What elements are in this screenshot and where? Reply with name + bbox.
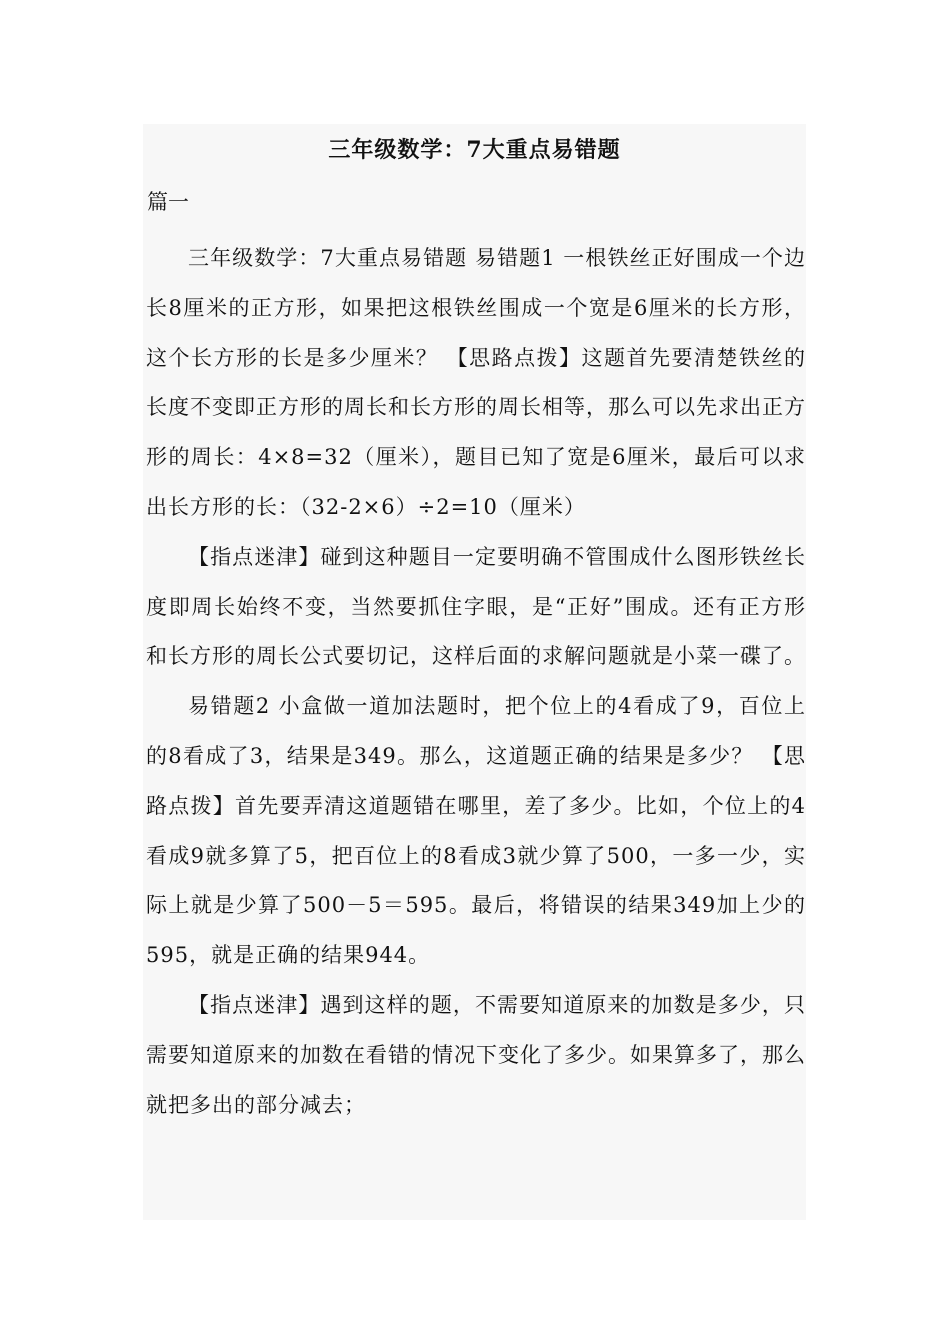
body-text [146, 234, 806, 1130]
paragraph-problem-2: 易错题2 小盒做一道加法题时，把个位上的4看成了9，百位上的8看成了3，结果是349。那么，这道题正确的结果是多少？ 【思路点拨】首先要弄清这道题错在哪里，差了多少。比如，个位上的4看成9就多算了5，把百位上的8看成3就少算了500，一多一少，实际上就是少算了500－5＝595。最后，将错误的结果349加上少的595，就是正确的结果944。 [146, 694, 806, 968]
paragraph-tip-1: 【指点迷津】碰到这种题目一定要明确不管围成什么图形铁丝长度即周长始终不变，当然要抓住字眼，是“正好”围成。还有正方形和长方形的周长公式要切记，这样后面的求解问题就是小菜一碟了。 [146, 544, 806, 669]
paragraph-problem-1: 三年级数学：7大重点易错题 易错题1 一根铁丝正好围成一个边长8厘米的正方形，如果把这根铁丝围成一个宽是6厘米的长方形，这个长方形的长是多少厘米？ 【思路点拨】这题首先要清楚铁丝的长度不变即正方形的周长和长方形的周长相等，那么可以先求出正方形的周长：4×8=32（厘米），题目已知了宽是6厘米，最后可以求出长方形的长：（32-2×6）÷2=10（厘米） [146, 246, 806, 519]
paragraph-tip-2: 【指点迷津】遇到这样的题，不需要知道原来的加数是多少，只需要知道原来的加数在看错的情况下变化了多少。如果算多了，那么就把多出的部分减去； [146, 992, 806, 1117]
document-body [143, 174, 806, 1220]
section-label: 篇一 [147, 190, 189, 214]
page-title: 三年级数学：7大重点易错题 [328, 137, 621, 163]
title-band [143, 124, 806, 174]
